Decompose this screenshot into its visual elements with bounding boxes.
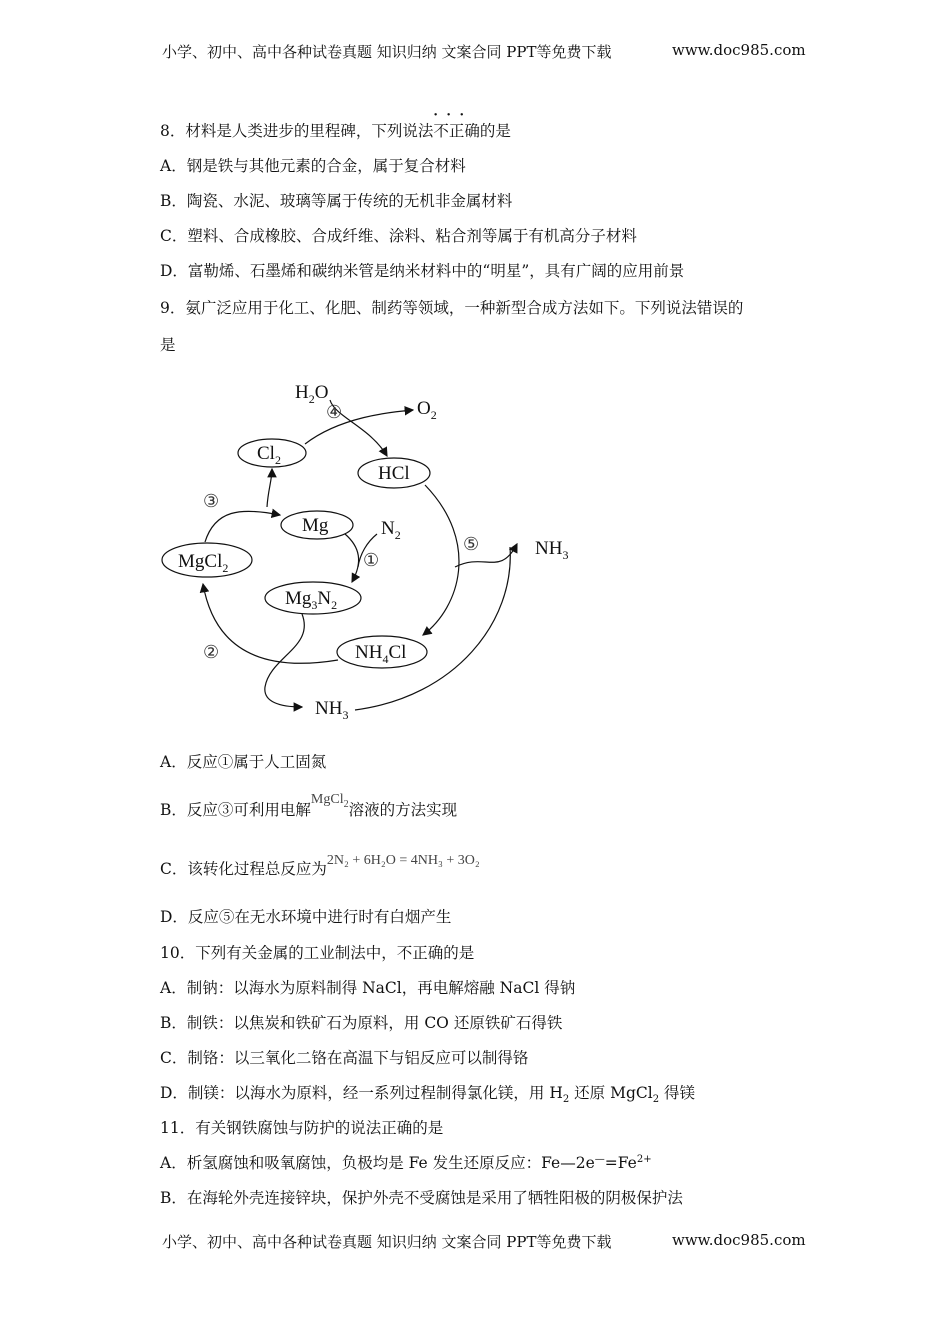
step-1-label: ① — [363, 550, 380, 570]
arrow-mgcl2-to-mg — [205, 511, 280, 542]
q8-option-c: C．塑料、合成橡胶、合成纤维、涂料、粘合剂等属于有机高分子材料 — [160, 227, 637, 245]
page-header — [162, 41, 806, 62]
q9-option-c-pre: C．该转化过程总反应为 — [160, 860, 327, 878]
label-mg: Mg — [302, 515, 329, 536]
arrow-to-cl2 — [267, 469, 272, 507]
q10-option-a: A．制钠：以海水为原料制得 NaCl，再电解熔融 NaCl 得钠 — [160, 979, 576, 997]
q11-stem: 11．有关钢铁腐蚀与防护的说法正确的是 — [160, 1119, 444, 1137]
q9-option-d: D．反应⑤在无水环境中进行时有白烟产生 — [160, 908, 452, 926]
q8-stem-post: 的是 — [479, 122, 511, 140]
q9-option-b-post: 溶液的方法实现 — [348, 801, 458, 819]
q11-option-a: A．析氢腐蚀和吸氧腐蚀，负极均是 Fe 发生还原反应：$Fe—2e^—=Fe^{2+}$ — [160, 1153, 652, 1172]
q8-stem-emphasis: · · · 不正确 — [433, 122, 480, 140]
q10-stem: 10．下列有关金属的工业制法中，不正确的是 — [160, 944, 475, 962]
label-h2o: $H_2O$ — [295, 382, 329, 406]
label-nh3-bottom: $NH_3$ — [315, 698, 349, 722]
label-n2: $N_2$ — [381, 518, 401, 542]
q8-stem — [160, 119, 511, 141]
step-2-label: ② — [203, 642, 220, 662]
q8-stem-pre: 8．材料是人类进步的里程碑，下列说法 — [160, 122, 434, 140]
q9-option-c — [160, 853, 480, 879]
q11-option-b: B．在海轮外壳连接锌块，保护外壳不受腐蚀是采用了牺牲阳极的阴极保护法 — [160, 1189, 683, 1207]
footer-text: 小学、初中、高中各种试卷真题 知识归纳 文案合同 PPT等免费下载 — [162, 1233, 612, 1251]
label-o2: $O_2$ — [417, 398, 437, 422]
arrow-mg-to-mg3n2 — [345, 534, 359, 582]
q9-option-b-pre: B．反应③可利用电解 — [160, 801, 311, 819]
step-5-label: ⑤ — [463, 534, 480, 554]
label-cl2: $Cl_2$ — [257, 443, 281, 467]
label-hcl: HCl — [378, 463, 410, 484]
page-footer — [162, 1231, 806, 1252]
q10-option-c: C．制铬：以三氧化二铬在高温下与铝反应可以制得铬 — [160, 1049, 529, 1067]
label-nh4cl: $NH_4Cl$ — [355, 642, 407, 666]
header-text: 小学、初中、高中各种试卷真题 知识归纳 文案合同 PPT等免费下载 — [162, 43, 612, 61]
q9-stem-line1: 9．氨广泛应用于化工、化肥、制药等领域，一种新型合成方法如下。下列说法错误的 — [160, 299, 744, 317]
footer-site: www.doc985.com — [672, 1231, 806, 1249]
q9-option-a: A．反应①属于人工固氮 — [160, 753, 327, 771]
q8-option-b: B．陶瓷、水泥、玻璃等属于传统的无机非金属材料 — [160, 192, 513, 210]
header-site: www.doc985.com — [672, 41, 806, 59]
synthesis-cycle-diagram — [155, 372, 595, 727]
q9-stem-line2: 是 — [160, 336, 176, 354]
q9-option-b-formula: MgCl$_2$ — [310, 792, 349, 810]
q10-option-d: D．制镁：以海水为原料，经一系列过程制得氯化镁，用 $H_2$ 还原 MgCl$_2$ 得镁 — [160, 1084, 696, 1106]
curve-to-nh3-right — [355, 547, 510, 710]
q9-option-c-formula: 2N₂ + 6H₂O = 4NH₃ + 3O₂ — [326, 853, 480, 868]
step-3-label: ③ — [203, 491, 220, 511]
label-mgcl2: MgCl$_2$ — [178, 551, 229, 575]
label-mg3n2: $Mg_3N_2$ — [285, 588, 338, 612]
q8-option-a: A．钢是铁与其他元素的合金，属于复合材料 — [160, 157, 466, 175]
label-nh3-right: $NH_3$ — [535, 538, 569, 562]
step-4-label: ④ — [326, 402, 343, 422]
q10-option-b: B．制铁：以焦炭和铁矿石为原料，用 CO 还原铁矿石得铁 — [160, 1014, 563, 1032]
arrow-hcl-to-nh4cl — [423, 485, 459, 635]
q8-option-d: D．富勒烯、石墨烯和碳纳米管是纳米材料中的“明星”，具有广阔的应用前景 — [160, 262, 685, 280]
q9-option-b — [160, 792, 458, 822]
